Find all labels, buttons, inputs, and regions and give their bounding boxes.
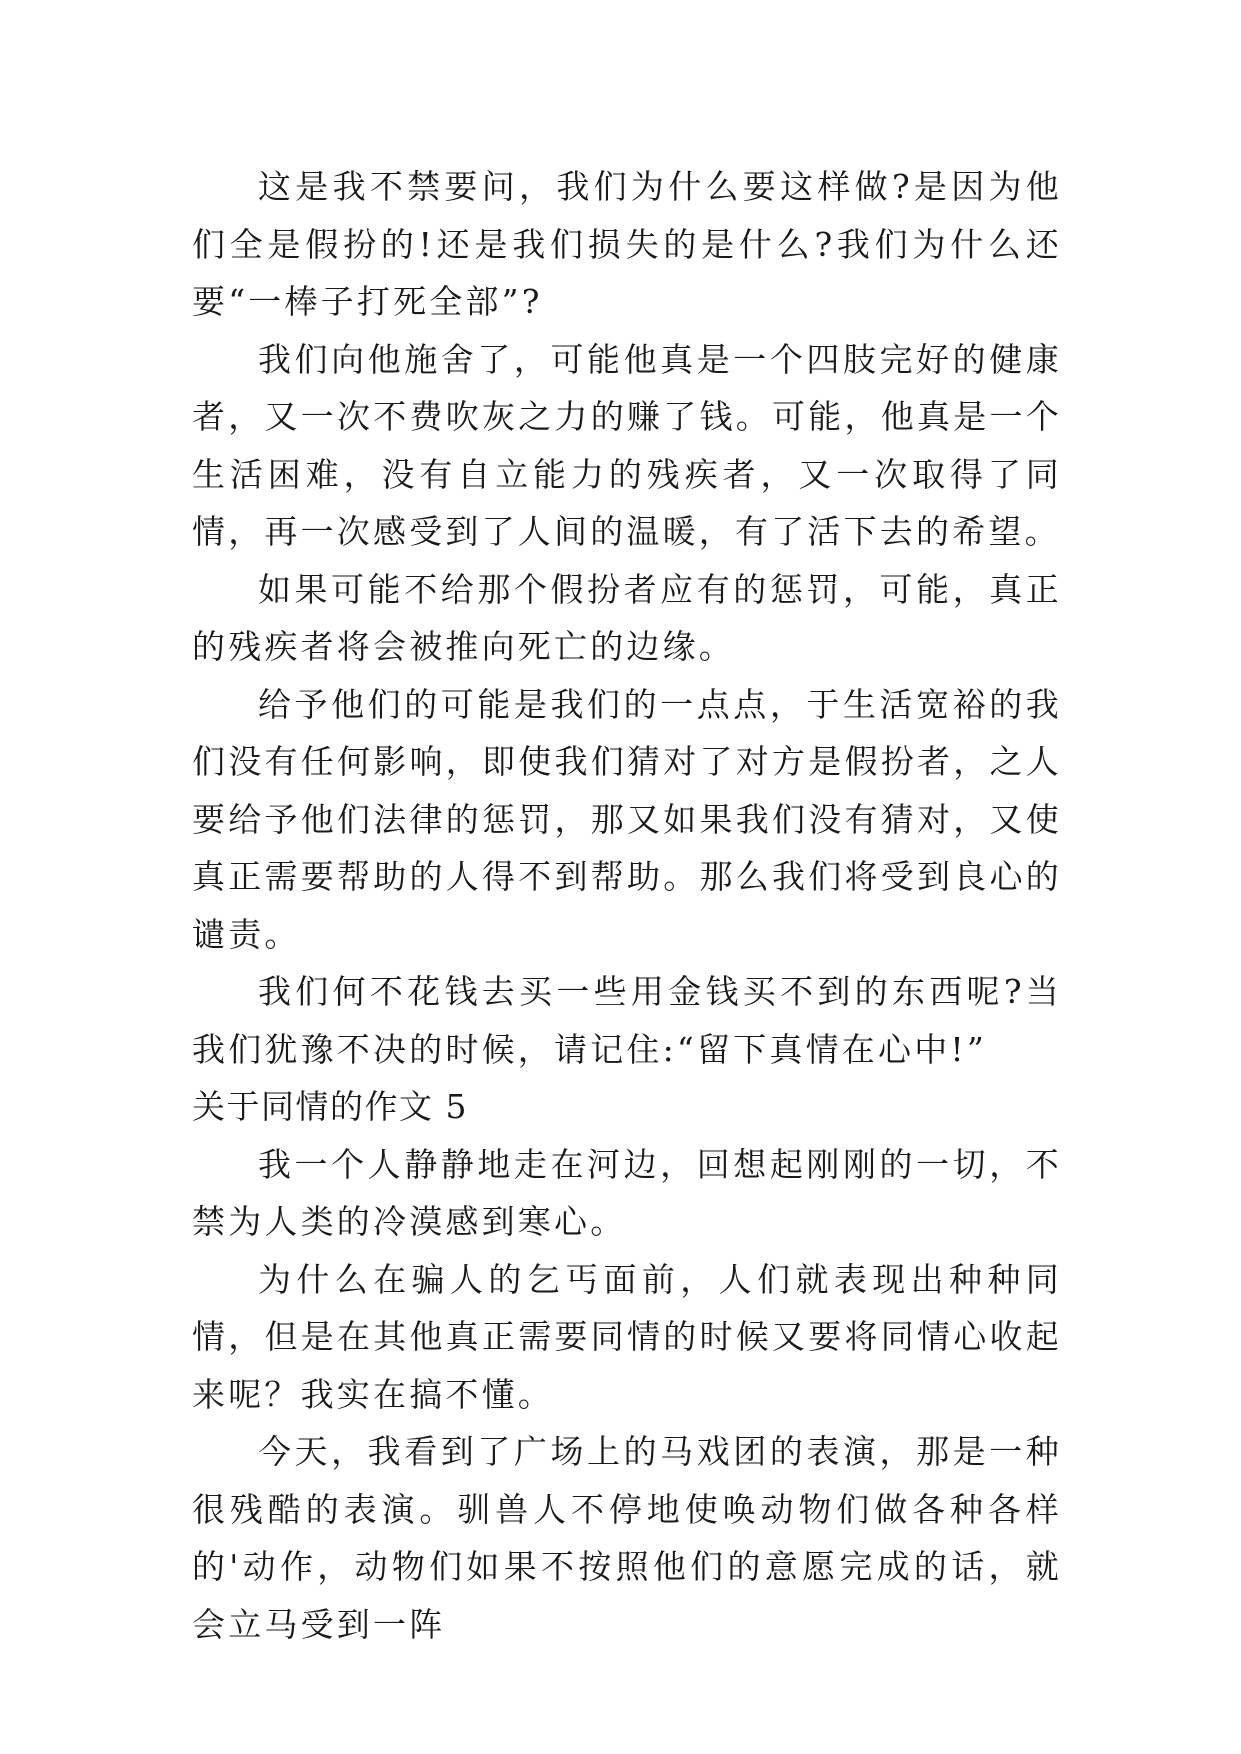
paragraph: 给予他们的可能是我们的一点点，于生活宽裕的我们没有任何影响，即使我们猜对了对方是假扮者，之人要给予他们法律的惩罚，那又如果我们没有猜对，又使真正需要帮助的人得不到帮助。那么我们将受到良心的谴责。: [192, 684, 1062, 954]
paragraph: 这是我不禁要问，我们为什么要这样做?是因为他们全是假扮的!还是我们损失的是什么?我们为什么还要“一棒子打死全部”?: [192, 167, 1062, 321]
paragraph: 如果可能不给那个假扮者应有的惩罚，可能，真正的残疾者将会被推向死亡的边缘。: [192, 569, 1062, 666]
paragraph: 我们何不花钱去买一些用金钱买不到的东西呢?当我们犹豫不决的时候，请记住:“留下真情在心中!”: [192, 972, 1062, 1069]
section-title: 关于同情的作文 5: [192, 1087, 468, 1126]
paragraph: 我们向他施舍了，可能他真是一个四肢完好的健康者，又一次不费吹灰之力的赚了钱。可能，他真是一个生活困难，没有自立能力的残疾者，又一次取得了同情，再一次感受到了人间的温暖，有了活下去的希望。: [192, 339, 1062, 551]
paragraph: 今天，我看到了广场上的马戏团的表演，那是一种很残酷的表演。驯兽人不停地使唤动物们做各种各样的'动作，动物们如果不按照他们的意愿完成的话，就会立马受到一阵: [192, 1432, 1062, 1644]
paragraph: 我一个人静静地走在河边，回想起刚刚的一切，不禁为人类的冷漠感到寒心。: [192, 1144, 1062, 1241]
paragraph: 为什么在骗人的乞丐面前，人们就表现出种种同情，但是在其他真正需要同情的时候又要将同情心收起来呢？我实在搞不懂。: [192, 1259, 1062, 1414]
document-body: [192, 158, 1062, 1653]
